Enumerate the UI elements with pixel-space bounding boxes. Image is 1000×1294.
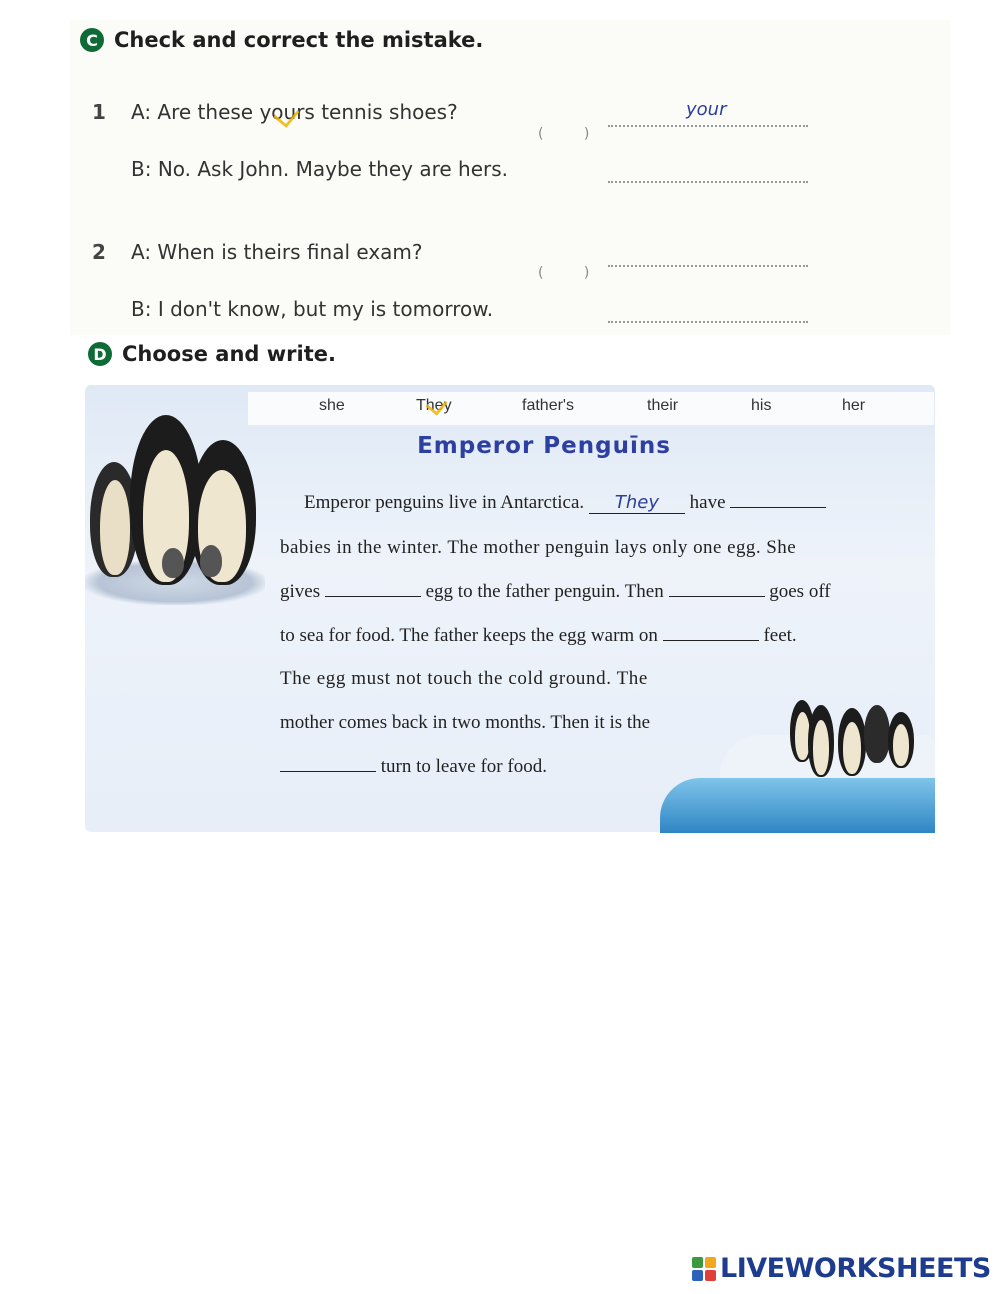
word-bank-item[interactable]: their (647, 397, 679, 414)
section-d-title: Choose and write. (122, 342, 336, 366)
section-c-title: Check and correct the mistake. (114, 28, 484, 52)
liveworksheets-logo (692, 1253, 991, 1284)
word-bank-item[interactable]: she (319, 397, 345, 414)
story-text: The egg must not touch the cold ground. The (280, 668, 648, 689)
blank-field[interactable] (325, 582, 421, 597)
answer-field[interactable] (608, 301, 808, 323)
answer-field[interactable] (608, 99, 808, 127)
blank-field[interactable] (730, 493, 826, 508)
story-line (280, 668, 648, 690)
story-line (280, 537, 796, 559)
word-bank-item[interactable]: her (842, 397, 866, 414)
story-line (304, 492, 826, 514)
story-text: egg to the father penguin. Then (425, 581, 664, 602)
answer-field[interactable] (608, 245, 808, 267)
story-line (280, 756, 547, 778)
story-text: babies in the winter. The mother penguin lays only one egg. She (280, 537, 797, 558)
story-line (280, 625, 797, 647)
question-number: 1 (92, 100, 106, 124)
story-text: have (689, 492, 726, 513)
blank-field[interactable] (280, 757, 376, 772)
logo-icon (692, 1257, 716, 1281)
question-line-b: B: I don't know, but my is tomorrow. (131, 297, 494, 321)
story-text: to sea for food. The father keeps the egg warm on (280, 625, 658, 646)
blank-field[interactable]: They (589, 493, 685, 514)
question-number: 2 (92, 240, 106, 264)
story-line (280, 712, 650, 734)
brand-name: LIVEWORKSHEETS (720, 1253, 991, 1284)
section-d-heading (88, 342, 336, 366)
mistake-marker[interactable]: ( ) (538, 265, 608, 281)
story-text: feet. (763, 625, 797, 646)
question-line-a: A: When is theirs final exam? (131, 240, 423, 264)
section-d-badge: D (88, 342, 112, 366)
answer-field[interactable] (608, 161, 808, 183)
section-c-badge: C (80, 28, 104, 52)
story-line (280, 581, 831, 603)
story-title: Emperor Penguīns (417, 433, 671, 459)
question-line-b: B: No. Ask John. Maybe they are hers. (131, 157, 509, 181)
blank-field[interactable] (669, 582, 765, 597)
story-text: goes off (769, 581, 831, 602)
section-c-heading (80, 28, 483, 52)
word-bank-item[interactable]: his (751, 397, 772, 414)
blank-field[interactable] (663, 626, 759, 641)
story-text: turn to leave for food. (380, 756, 547, 777)
story-text: gives (280, 581, 321, 602)
story-text: Emperor penguins live in Antarctica. (304, 492, 585, 513)
word-bank-item[interactable]: father's (522, 397, 574, 414)
word-bank-item[interactable]: They (416, 397, 452, 414)
word-bank (248, 392, 934, 425)
question-line-a: A: Are these yours tennis shoes? (131, 100, 458, 124)
story-text: mother comes back in two months. Then it is the (280, 712, 651, 733)
answer-text: your (686, 99, 727, 120)
mistake-marker[interactable]: ( ) (538, 126, 608, 142)
